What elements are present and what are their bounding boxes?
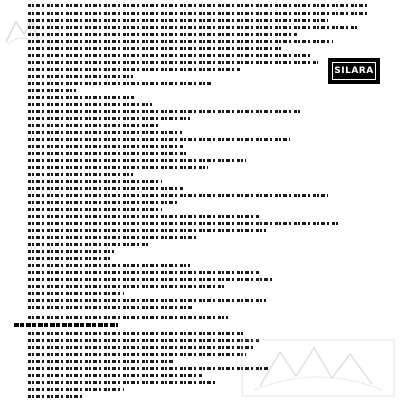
text-line: [28, 236, 196, 239]
text-line: [28, 208, 162, 211]
text-line: [28, 117, 190, 120]
text-line: [28, 339, 260, 342]
text-line: [28, 96, 134, 99]
watermark-bottom: [240, 338, 396, 398]
text-line: [28, 61, 318, 64]
text-line: [28, 159, 246, 162]
text-line: [28, 145, 184, 148]
text-line: [28, 12, 370, 15]
text-line: [28, 187, 184, 190]
text-line: [28, 388, 124, 391]
text-line: [28, 47, 283, 50]
text-line: [28, 152, 186, 155]
text-line: [28, 395, 84, 398]
text-line: [28, 250, 114, 253]
text-line: [28, 180, 162, 183]
text-line: [28, 346, 256, 349]
text-line: [28, 201, 178, 204]
section-heading: [14, 323, 118, 327]
text-line: [28, 381, 216, 384]
text-line: [28, 332, 244, 335]
text-line: [28, 75, 133, 78]
text-line: [28, 19, 328, 22]
text-line: [28, 124, 160, 127]
text-line: [28, 271, 260, 274]
text-line: [28, 166, 208, 169]
text-line: [28, 103, 152, 106]
text-line: [28, 173, 133, 176]
text-line: [28, 89, 76, 92]
text-line: [28, 229, 266, 232]
text-line: [28, 278, 272, 281]
text-line: [28, 68, 240, 71]
text-line: [28, 215, 260, 218]
text-line: [28, 82, 213, 85]
text-line: [28, 367, 268, 370]
company-logo: [328, 58, 380, 84]
text-line: [28, 353, 246, 356]
text-line: [28, 26, 358, 29]
text-line: [28, 194, 328, 197]
text-line: [28, 374, 202, 377]
text-line: [28, 360, 174, 363]
text-line: [28, 54, 310, 57]
text-line: [28, 131, 182, 134]
text-line: [28, 306, 192, 309]
text-line: [28, 110, 300, 113]
text-line: [28, 292, 124, 295]
text-line: [28, 316, 228, 319]
text-line: [28, 33, 298, 36]
text-line: [28, 4, 368, 7]
logo-text: SILARA: [332, 62, 376, 80]
text-line: [28, 264, 190, 267]
text-line: [28, 222, 340, 225]
text-line: [28, 257, 112, 260]
text-line: [28, 40, 333, 43]
text-line: [28, 285, 226, 288]
text-line: [28, 138, 290, 141]
text-line: [28, 299, 266, 302]
text-line: [28, 243, 148, 246]
